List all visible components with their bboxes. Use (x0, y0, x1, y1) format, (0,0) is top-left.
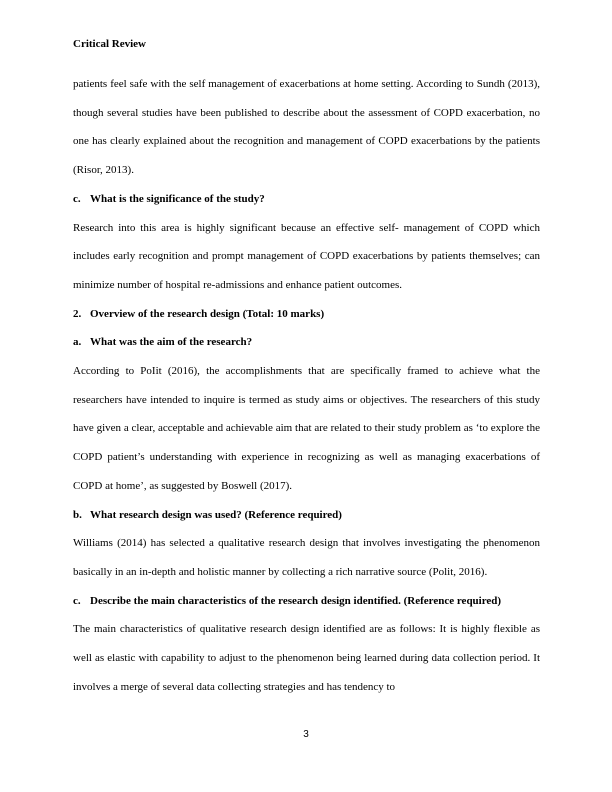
page-header: Critical Review (73, 38, 146, 50)
heading-text: Overview of the research design (Total: 10 marks) (90, 307, 325, 320)
heading-number: c. (73, 594, 81, 607)
heading-text: What research design was used? (Reference required) (90, 508, 342, 521)
section-heading (73, 587, 540, 616)
section-heading (73, 300, 540, 329)
paragraph: Williams (2014) has selected a qualitative research design that involves investigating the phenomenon basically in an in-depth and holistic manner by collecting a rich narrative source (Polit, 2016). (73, 537, 540, 578)
heading-number: b. (73, 508, 82, 521)
heading-number: 2. (73, 307, 82, 320)
section-heading (73, 328, 540, 357)
heading-text: Describe the main characteristics of the research design identified. (Reference required) (90, 594, 502, 607)
page-number: 3 (303, 729, 309, 740)
paragraph: patients feel safe with the self management of exacerbations at home setting. According to Sundh (2013), though several studies have been published to describe about the assessment of COPD exacerbation, no one has clearly explained about the recognition and management of COPD exacerbations by the patients (Risor, 2013). (73, 78, 540, 177)
document-body (73, 70, 540, 701)
section-heading (73, 501, 540, 530)
heading-number: a. (73, 336, 82, 349)
section-heading (73, 185, 540, 214)
heading-text: What is the significance of the study? (90, 192, 265, 205)
paragraph: Research into this area is highly significant because an effective self- management of COPD which includes early recognition and prompt management of COPD exacerbations by patients themselves; can minimize number of hospital re-admissions and enhance patient outcomes. (73, 221, 540, 291)
heading-text: What was the aim of the research? (90, 336, 253, 349)
paragraph: According to PoIit (2016), the accomplishments that are specifically framed to achieve what the researchers have intended to inquire is termed as study aims or objectives. The researchers of this study have given a clear, acceptable and achievable aim that are related to their study problem as ‘to explore the COPD patient’s understanding with experience in recognizing as well as managing exacerbations of COPD at home’, as suggested by Boswell (2017). (73, 365, 540, 492)
heading-number: c. (73, 192, 81, 205)
paragraph: The main characteristics of qualitative research design identified are as follows: It is highly flexible as well as elastic with capability to adjust to the phenomenon being learned during data collection period. It involves a merge of several data collecting strategies and has tendency to (73, 623, 540, 693)
